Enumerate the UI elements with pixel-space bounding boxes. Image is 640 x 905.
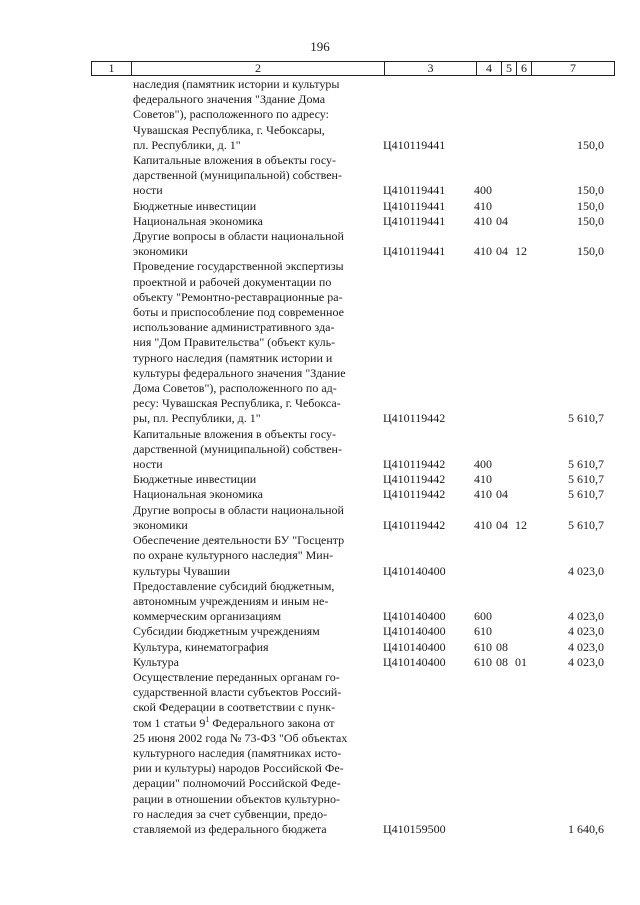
- section-code: 04: [496, 487, 508, 502]
- expense-type-code: 610: [474, 654, 492, 669]
- description-line: Советов"), расположенного по адресу:: [133, 107, 329, 122]
- row-description: [133, 487, 363, 502]
- table-row: [0, 655, 640, 670]
- description-line: ности: [133, 183, 163, 198]
- table-row: [0, 579, 640, 625]
- section-code: 04: [496, 244, 508, 259]
- section-code: 08: [496, 639, 508, 654]
- row-description: [133, 640, 363, 655]
- description-line: Культура: [133, 654, 179, 669]
- description-line: Осуществление переданных органам го-: [133, 669, 340, 684]
- target-article-code: Ц410119442: [383, 411, 446, 426]
- description-line: культурного наследия (памятниках исто-: [133, 745, 342, 760]
- table-row: [0, 533, 640, 579]
- target-article-code: Ц410119442: [383, 487, 446, 502]
- row-description: [133, 229, 363, 259]
- description-line: федерального значения "Здание Дома: [133, 92, 326, 107]
- target-article-code: Ц410159500: [383, 821, 446, 836]
- description-line: Чувашская Республика, г. Чебоксары,: [133, 122, 325, 137]
- description-line: по охране культурного наследия" Мин-: [133, 548, 334, 563]
- amount-value: 4 023,0: [568, 609, 604, 624]
- description-line: наследия (памятник истории и культуры: [133, 77, 340, 91]
- column-header-4: 4: [477, 62, 502, 76]
- amount-value: 4 023,0: [568, 563, 604, 578]
- row-description: [133, 579, 363, 625]
- description-line: дарственной (муниципальной) собствен-: [133, 168, 342, 183]
- amount-value: 150,0: [577, 137, 604, 152]
- description-line: Обеспечение деятельности БУ "Госцентр: [133, 533, 345, 548]
- target-article-code: Ц410119442: [383, 472, 446, 487]
- description-line: ности: [133, 457, 163, 472]
- description-line: экономики: [133, 244, 188, 259]
- target-article-code: Ц410140400: [383, 654, 446, 669]
- amount-value: 4 023,0: [568, 654, 604, 669]
- subsection-code: 01: [515, 654, 527, 669]
- description-line: ставляемой из федерального бюджета: [133, 821, 327, 836]
- row-description: [133, 624, 363, 639]
- subsection-code: 12: [515, 244, 527, 259]
- description-line: ния "Дом Правительства" (объект куль-: [133, 335, 336, 350]
- target-article-code: Ц410119441: [383, 137, 446, 152]
- description-line: том 1 статьи $9^1$ Федерального закона от: [133, 714, 335, 730]
- section-code: 04: [496, 213, 508, 228]
- description-line: дарственной (муниципальной) собствен-: [133, 441, 342, 456]
- table-row: [0, 153, 640, 199]
- description-line: культуры Чувашии: [133, 563, 231, 578]
- description-line: дерации" полномочий Российской Феде-: [133, 776, 341, 791]
- description-line: пл. Республики, д. 1": [133, 137, 241, 152]
- column-header-7: 7: [532, 62, 615, 76]
- amount-value: 150,0: [577, 244, 604, 259]
- subsection-code: 12: [515, 517, 527, 532]
- expense-type-code: 410: [474, 472, 492, 487]
- target-article-code: Ц410119441: [383, 213, 446, 228]
- row-description: [133, 259, 363, 426]
- row-description: [133, 153, 363, 199]
- expense-type-code: 610: [474, 624, 492, 639]
- amount-value: 5 610,7: [568, 457, 604, 472]
- description-line: турного наследия (памятник истории и: [133, 350, 333, 365]
- description-line: Дома Советов"), расположенного по ад-: [133, 381, 337, 396]
- description-line: боты и приспособление под современное: [133, 305, 344, 320]
- description-line: ской Федерации в соответствии с пунк-: [133, 700, 336, 715]
- description-line: 25 июня 2002 года № 73-ФЗ "Об объектах: [133, 730, 348, 745]
- page-number: 196: [310, 39, 330, 54]
- description-line: Капитальные вложения в объекты госу-: [133, 153, 337, 168]
- description-line: коммерческим организациям: [133, 609, 282, 624]
- description-line: Национальная экономика: [133, 213, 263, 228]
- expense-type-code: 610: [474, 639, 492, 654]
- description-line: Культура, кинематография: [133, 639, 269, 654]
- row-description: [133, 670, 363, 837]
- row-description: [133, 503, 363, 533]
- description-line: ры, пл. Республики, д. 1": [133, 411, 261, 426]
- table-row: [0, 472, 640, 487]
- expense-type-code: 410: [474, 487, 492, 502]
- row-description: [133, 214, 363, 229]
- description-line: объекту "Ремонтно-реставрационные ра-: [133, 289, 343, 304]
- description-line: Бюджетные инвестиции: [133, 198, 257, 213]
- amount-value: 150,0: [577, 213, 604, 228]
- column-header-5: 5: [502, 62, 517, 76]
- target-article-code: Ц410140400: [383, 609, 446, 624]
- description-line: Национальная экономика: [133, 487, 263, 502]
- description-line: Другие вопросы в области национальной: [133, 229, 344, 244]
- amount-value: 1 640,6: [568, 821, 604, 836]
- target-article-code: Ц410140400: [383, 624, 446, 639]
- description-line: Субсидии бюджетным учреждениям: [133, 624, 320, 639]
- amount-value: 4 023,0: [568, 639, 604, 654]
- amount-value: 5 610,7: [568, 517, 604, 532]
- amount-value: 4 023,0: [568, 624, 604, 639]
- target-article-code: Ц410119441: [383, 198, 446, 213]
- description-line: го наследия за счет субвенции, предо-: [133, 806, 328, 821]
- table-row: [0, 503, 640, 533]
- description-line: культуры федерального значения "Здание: [133, 365, 346, 380]
- row-description: [133, 472, 363, 487]
- budget-table-body: [0, 77, 640, 837]
- description-line: Капитальные вложения в объекты госу-: [133, 426, 337, 441]
- expense-type-code: 410: [474, 198, 492, 213]
- expense-type-code: 410: [474, 244, 492, 259]
- column-header-6: 6: [517, 62, 532, 76]
- target-article-code: Ц410119441: [383, 244, 446, 259]
- target-article-code: Ц410140400: [383, 563, 446, 578]
- amount-value: 5 610,7: [568, 411, 604, 426]
- column-header-2: 2: [132, 62, 385, 76]
- amount-value: 5 610,7: [568, 487, 604, 502]
- row-description: [133, 199, 363, 214]
- description-line: ресу: Чувашская Республика, г. Чебокса-: [133, 396, 341, 411]
- description-line: Предоставление субсидий бюджетным,: [133, 578, 335, 593]
- target-article-code: Ц410119442: [383, 457, 446, 472]
- target-article-code: Ц410140400: [383, 639, 446, 654]
- expense-type-code: 600: [474, 609, 492, 624]
- row-description: [133, 77, 363, 153]
- section-code: 04: [496, 517, 508, 532]
- description-line: сударственной власти субъектов Россий-: [133, 685, 342, 700]
- table-row: [0, 77, 640, 153]
- row-description: [133, 533, 363, 579]
- target-article-code: Ц410119441: [383, 183, 446, 198]
- expense-type-code: 410: [474, 517, 492, 532]
- amount-value: 5 610,7: [568, 472, 604, 487]
- column-header-row: [91, 61, 615, 76]
- amount-value: 150,0: [577, 198, 604, 213]
- table-row: [0, 199, 640, 214]
- row-description: [133, 427, 363, 473]
- expense-type-code: 410: [474, 213, 492, 228]
- row-description: [133, 655, 363, 670]
- table-row: [0, 670, 640, 837]
- table-row: [0, 259, 640, 426]
- description-line: рации в отношении объектов культурно-: [133, 791, 340, 806]
- table-row: [0, 229, 640, 259]
- target-article-code: Ц410119442: [383, 517, 446, 532]
- amount-value: 150,0: [577, 183, 604, 198]
- description-line: экономики: [133, 517, 188, 532]
- description-line: использование административного зда-: [133, 320, 335, 335]
- table-row: [0, 214, 640, 229]
- table-row: [0, 624, 640, 639]
- table-row: [0, 640, 640, 655]
- expense-type-code: 400: [474, 457, 492, 472]
- expense-type-code: 400: [474, 183, 492, 198]
- description-line: Проведение государственной экспертизы: [133, 259, 344, 274]
- description-line: рии и культуры) народов Российской Фе-: [133, 761, 344, 776]
- section-code: 08: [496, 654, 508, 669]
- column-header-3: 3: [385, 62, 477, 76]
- table-row: [0, 487, 640, 502]
- table-row: [0, 427, 640, 473]
- description-line: Бюджетные инвестиции: [133, 472, 257, 487]
- description-line: автономным учреждениям и иным не-: [133, 593, 329, 608]
- description-line: Другие вопросы в области национальной: [133, 502, 344, 517]
- description-line: проектной и рабочей документации по: [133, 274, 332, 289]
- column-header-1: 1: [92, 62, 132, 76]
